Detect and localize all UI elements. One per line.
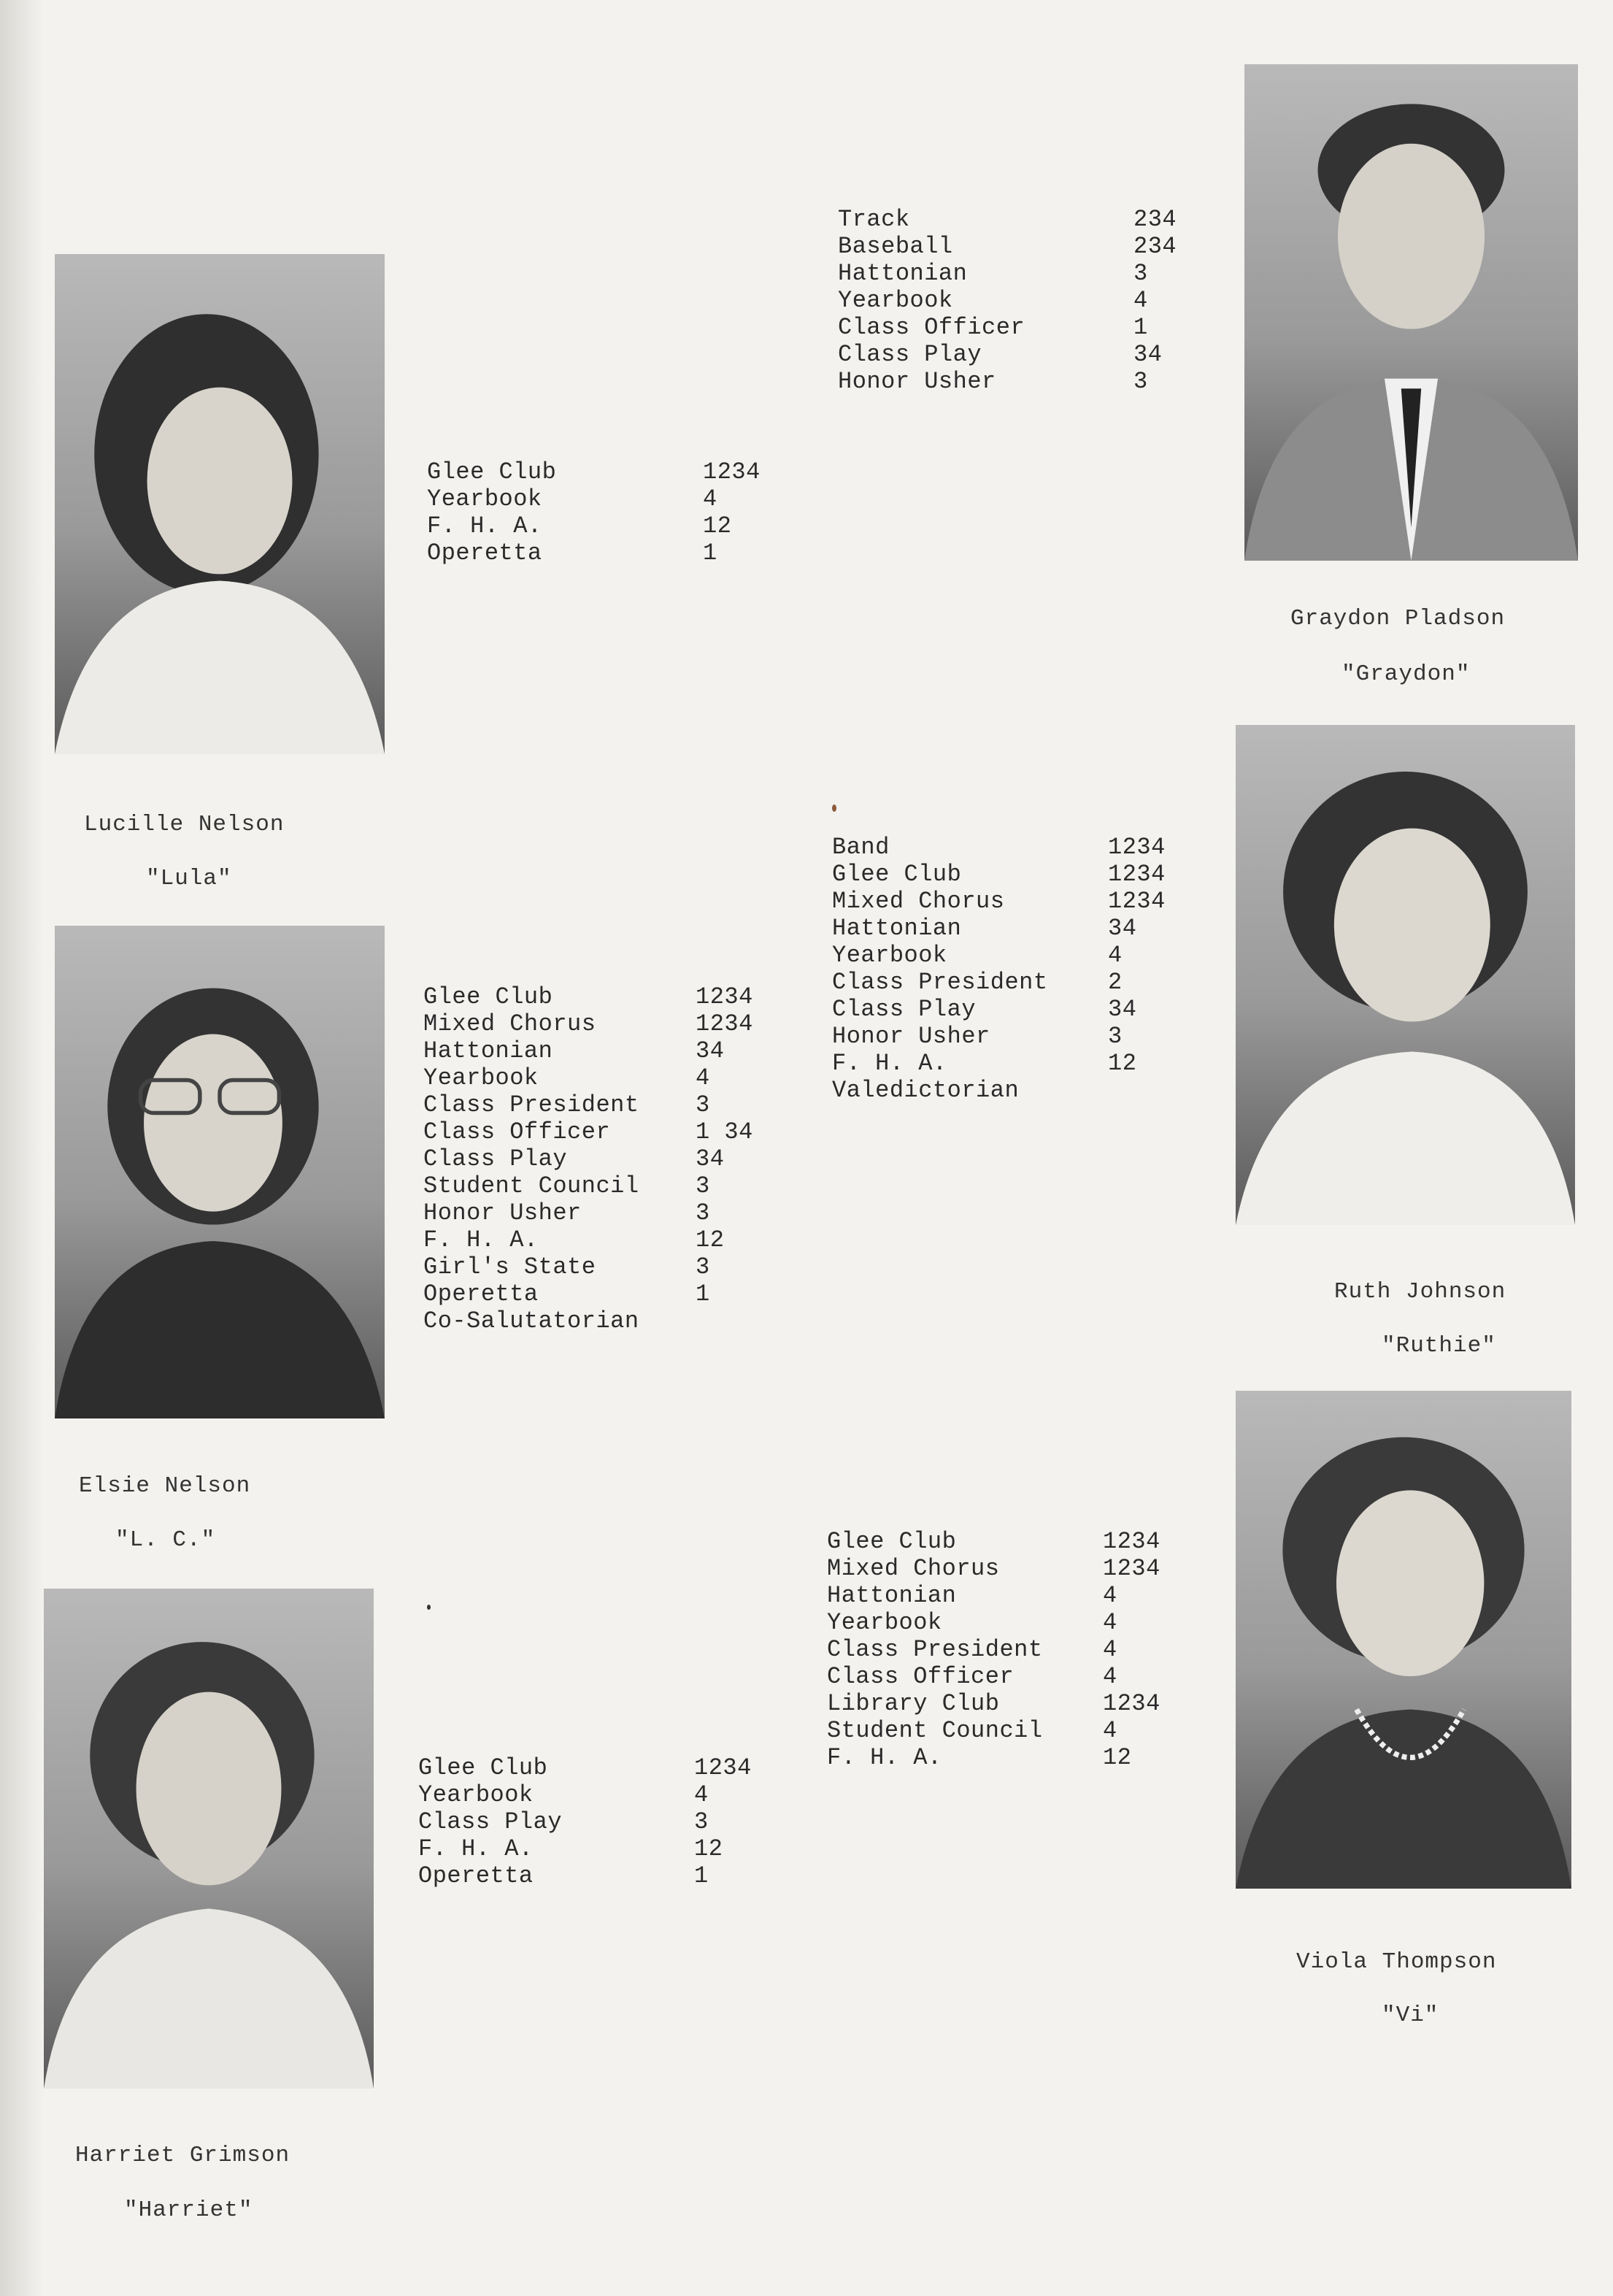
activity-row [832,888,1197,915]
activity-years: 4 [1133,287,1148,314]
activity-years: 4 [1103,1663,1117,1690]
activities-list-graydon [838,206,1188,395]
activity-label: Co-Salutatorian [423,1308,639,1335]
activity-label: Class President [827,1636,1043,1663]
activity-row [427,540,777,567]
activity-years: 2 [1108,969,1123,996]
activity-row [827,1609,1192,1636]
ink-spot [832,805,836,812]
activity-label: Yearbook [832,942,947,969]
activity-years: 1234 [694,1754,752,1781]
activity-row [827,1690,1192,1717]
activity-label: Class President [423,1091,639,1118]
activity-years: 12 [703,512,732,540]
portrait-photo-lucille-nelson [55,254,385,754]
activity-label: Honor Usher [423,1199,582,1226]
activity-row [423,1172,774,1199]
student-nickname-harriet: "Harriet" [124,2197,253,2223]
activity-years: 1 [694,1862,709,1889]
activity-row [832,1050,1197,1077]
activity-years: 4 [696,1064,710,1091]
activity-row [838,341,1188,368]
activity-row [423,1091,774,1118]
activity-row [423,1226,774,1253]
activity-label: Class Officer [423,1118,611,1145]
student-nickname-viola: "Vi" [1382,2003,1439,2028]
activity-years: 3 [694,1808,709,1835]
activity-label: Operetta [423,1281,539,1308]
activity-years: 4 [1103,1582,1117,1609]
activity-label: Yearbook [827,1609,942,1636]
activity-label: Class Play [418,1808,563,1835]
activities-list-lucille [427,458,777,567]
activity-label: Mixed Chorus [423,1010,596,1037]
activity-years: 1234 [696,1010,753,1037]
activity-years: 1234 [1108,888,1166,915]
activity-label: Glee Club [832,861,962,888]
activity-row [423,1253,774,1281]
activity-row [418,1808,769,1835]
activity-label: Student Council [827,1717,1043,1744]
activity-years: 1234 [703,458,761,485]
activity-label: Honor Usher [838,368,996,395]
activity-label: Class Officer [838,314,1025,341]
activity-row [838,368,1188,395]
activity-years: 12 [1103,1744,1132,1771]
activity-label: Hattonian [827,1582,957,1609]
activity-row [838,233,1188,260]
activity-row [418,1781,769,1808]
activity-label: Yearbook [418,1781,534,1808]
activity-years: 1234 [1108,861,1166,888]
activity-row [427,512,777,540]
activity-years: 1234 [1103,1555,1160,1582]
activity-years: 3 [696,1199,710,1226]
student-name-elsie: Elsie Nelson [79,1473,251,1499]
activity-label: Glee Club [418,1754,548,1781]
page-binding-shadow [0,0,44,2296]
activity-row [832,915,1197,942]
activity-label: Operetta [427,540,542,567]
activity-row [832,834,1197,861]
activity-row [418,1862,769,1889]
activity-label: Baseball [838,233,953,260]
activities-list-viola [827,1528,1192,1771]
activity-label: Mixed Chorus [827,1555,1000,1582]
activity-row [427,458,777,485]
activity-label: F. H. A. [827,1744,942,1771]
activity-label: Valedictorian [832,1077,1020,1104]
activities-list-elsie [423,983,774,1335]
activity-label: Student Council [423,1172,639,1199]
activity-label: Yearbook [838,287,953,314]
activity-label: F. H. A. [423,1226,539,1253]
activity-label: Class Play [832,996,977,1023]
activity-years: 3 [696,1172,710,1199]
student-name-graydon: Graydon Pladson [1290,606,1506,631]
activity-years: 4 [1108,942,1123,969]
activity-row [423,983,774,1010]
activity-years: 12 [696,1226,725,1253]
activity-row [838,260,1188,287]
student-name-harriet: Harriet Grimson [75,2143,290,2168]
activity-years: 1234 [1103,1690,1160,1717]
activity-label: F. H. A. [427,512,542,540]
activity-row [423,1308,774,1335]
activity-row [827,1717,1192,1744]
activity-years: 1 [1133,314,1148,341]
activity-years: 234 [1133,233,1177,260]
activity-label: Hattonian [838,260,968,287]
activity-label: Class President [832,969,1048,996]
activity-years: 34 [1133,341,1163,368]
activity-years: 3 [696,1091,710,1118]
activity-row [838,206,1188,233]
activity-label: Glee Club [423,983,553,1010]
portrait-photo-elsie-nelson [55,926,385,1418]
student-name-viola: Viola Thompson [1296,1949,1497,1975]
activity-years: 3 [1133,260,1148,287]
activity-years: 1234 [1103,1528,1160,1555]
activity-row [423,1118,774,1145]
activity-label: Honor Usher [832,1023,990,1050]
activity-label: Class Play [838,341,982,368]
portrait-photo-harriet-grimson [44,1589,374,2089]
activity-label: Class Play [423,1145,568,1172]
activity-label: Band [832,834,890,861]
activity-row [423,1199,774,1226]
portrait-photo-ruth-johnson [1236,725,1575,1225]
activity-years: 12 [694,1835,723,1862]
activity-years: 3 [1108,1023,1123,1050]
student-name-lucille: Lucille Nelson [84,812,285,837]
activity-label: Operetta [418,1862,534,1889]
activity-label: Library Club [827,1690,1000,1717]
activity-row [832,942,1197,969]
activity-years: 1234 [696,983,753,1010]
activity-row [832,861,1197,888]
activity-label: Track [838,206,910,233]
activity-years: 12 [1108,1050,1137,1077]
activity-years: 1 [696,1281,710,1308]
activity-years: 4 [703,485,717,512]
activity-row [427,485,777,512]
activity-row [832,969,1197,996]
student-nickname-graydon: "Graydon" [1341,661,1471,687]
student-nickname-ruth: "Ruthie" [1382,1333,1496,1359]
activity-years: 234 [1133,206,1177,233]
activity-years: 34 [1108,915,1137,942]
student-nickname-elsie: "L. C." [115,1527,216,1553]
activity-label: Girl's State [423,1253,596,1281]
activity-row [832,996,1197,1023]
activity-row [827,1744,1192,1771]
activity-years: 1234 [1108,834,1166,861]
activity-row [838,314,1188,341]
activity-row [423,1010,774,1037]
activity-row [827,1636,1192,1663]
activity-label: Glee Club [827,1528,957,1555]
portrait-photo-viola-thompson [1236,1391,1571,1889]
activity-row [827,1555,1192,1582]
activity-years: 34 [696,1037,725,1064]
activity-years: 1 [703,540,717,567]
activity-label: F. H. A. [832,1050,947,1077]
activity-years: 4 [1103,1609,1117,1636]
activity-row [418,1835,769,1862]
activity-row [832,1077,1197,1104]
activity-years: 1 34 [696,1118,753,1145]
activity-row [838,287,1188,314]
portrait-photo-graydon-pladson [1244,64,1578,561]
activity-years: 4 [1103,1717,1117,1744]
activity-label: Yearbook [427,485,542,512]
activity-row [827,1663,1192,1690]
activity-row [827,1582,1192,1609]
student-nickname-lucille: "Lula" [146,866,232,891]
student-name-ruth: Ruth Johnson [1334,1279,1506,1305]
activity-row [423,1037,774,1064]
activity-row [423,1064,774,1091]
activity-years: 34 [1108,996,1137,1023]
activity-label: F. H. A. [418,1835,534,1862]
activity-years: 3 [696,1253,710,1281]
activities-list-harriet [418,1754,769,1889]
activity-label: Yearbook [423,1064,539,1091]
activity-label: Hattonian [832,915,962,942]
activity-row [423,1145,774,1172]
activity-years: 34 [696,1145,725,1172]
activity-label: Glee Club [427,458,557,485]
activity-label: Class Officer [827,1663,1015,1690]
activities-list-ruth [832,834,1197,1104]
activity-row [832,1023,1197,1050]
activity-row [418,1754,769,1781]
activity-label: Mixed Chorus [832,888,1005,915]
ink-spot [427,1605,431,1610]
activity-row [827,1528,1192,1555]
activity-years: 4 [694,1781,709,1808]
activity-label: Hattonian [423,1037,553,1064]
activity-years: 3 [1133,368,1148,395]
activity-years: 4 [1103,1636,1117,1663]
activity-row [423,1281,774,1308]
